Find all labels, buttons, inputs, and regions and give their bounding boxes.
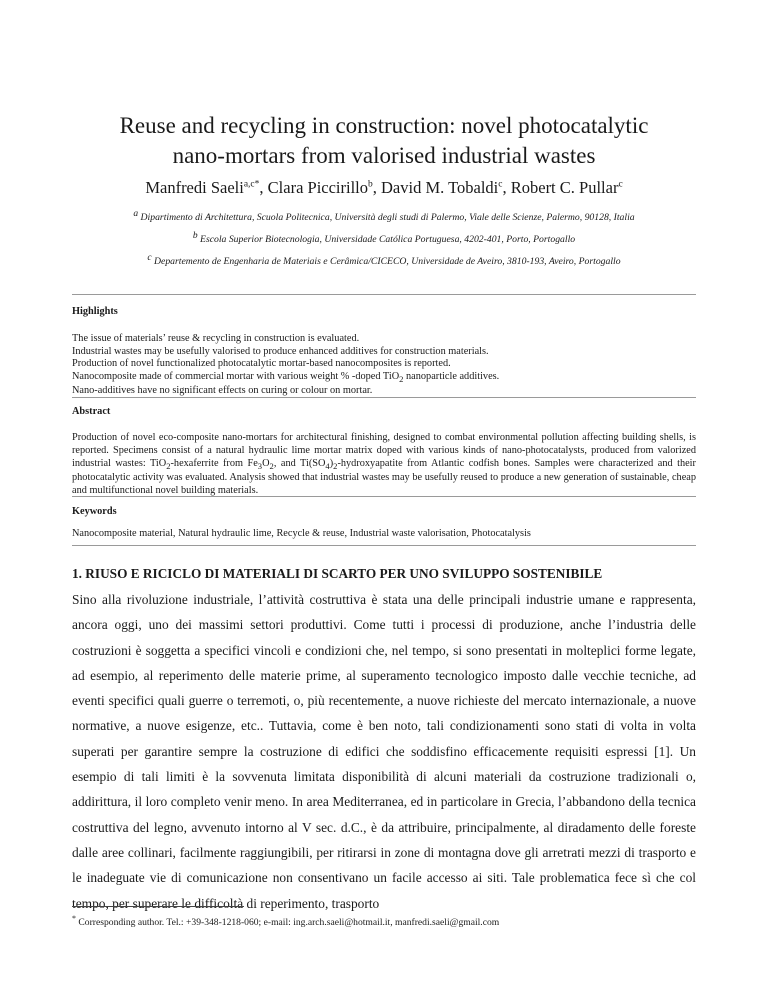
highlight-text: nanoparticle additives. <box>403 370 500 382</box>
title-line-2: nano-mortars from valorised industrial wastes <box>172 143 596 168</box>
footnote-mark: * <box>72 914 76 923</box>
abstract-text <box>72 432 696 498</box>
divider <box>72 545 696 546</box>
section-heading: 1. RIUSO E RICICLO DI MATERIALI DI SCARTO PER UNO SVILUPPO SOSTENIBILE <box>72 566 603 581</box>
subscript: 3 <box>257 460 263 471</box>
affiliation-c <box>40 252 728 268</box>
author-affiliation-mark: c <box>618 179 623 190</box>
abstract-run: ) <box>329 457 334 469</box>
author-affiliation-mark: c <box>498 179 503 190</box>
subscript: 2 <box>399 373 404 384</box>
divider <box>72 294 696 295</box>
highlight-item <box>72 371 696 386</box>
keywords-text: Nanocomposite material, Natural hydraulic lime, Recycle & reuse, Industrial waste valorisation, Photocatalysis <box>72 528 531 539</box>
author-affiliation-mark: b <box>368 179 373 190</box>
highlight-text: Nanocomposite made of commercial mortar with various weight % -doped TiO <box>72 370 400 382</box>
author-name: Robert C. Pullar <box>510 178 619 197</box>
author-affiliation-mark: a,c* <box>243 179 260 190</box>
affiliation-a <box>40 208 728 224</box>
subscript: 2 <box>333 460 338 471</box>
divider <box>72 397 696 398</box>
footnote <box>72 913 499 929</box>
author-separator: , <box>372 178 382 197</box>
title-line-1: Reuse and recycling in construction: novel photocatalytic <box>119 113 649 138</box>
divider <box>72 496 696 497</box>
highlight-item: The issue of materials’ reuse & recycling in construction is evaluated. <box>72 333 360 344</box>
subscript: 2 <box>166 460 171 471</box>
author-name: Manfredi Saeli <box>145 178 244 197</box>
highlight-item: Nano-additives have no significant effects on curing or colour on mortar. <box>72 385 373 397</box>
author-name: Clara Piccirillo <box>267 178 369 197</box>
affiliation-b <box>40 230 728 246</box>
affiliation-mark: b <box>192 230 198 241</box>
highlights-heading: Highlights <box>72 306 118 317</box>
author-list <box>60 177 708 199</box>
keywords-heading: Keywords <box>72 506 117 517</box>
affiliation-text: Departemento de Engenharia de Materiais e Cerâmica/CICECO, Universidade de Aveiro, 3810-193, Aveiro, Portogallo <box>154 256 621 267</box>
abstract-run: -hydroxyapatite from Atlantic codfish bones. Samples were characterized and their photocatalytic activity was evaluated. Analysis showed that industrial wastes may be usefully reused to produce a new generation of sustainable, cheap and multifunctional novel building materials. <box>72 457 696 497</box>
abstract-run: , and Ti(SO <box>273 457 326 469</box>
paper-title <box>60 111 708 171</box>
highlights-list <box>72 333 696 398</box>
author-name: David M. Tobaldi <box>381 178 499 197</box>
footnote-text: Corresponding author. Tel.: +39-348-1218-060; e-mail: ing.arch.saeli@hotmail.it, manfredi.saeli@gmail.com <box>76 917 500 929</box>
affiliation-text: Escola Superior Biotecnologia, Universidade Católica Portuguesa, 4202-401, Porto, Portogallo <box>200 234 576 245</box>
author-separator: , <box>259 178 268 197</box>
footnote-rule <box>72 906 244 907</box>
author-separator: , <box>502 178 511 197</box>
highlight-item: Production of novel functionalized photocatalytic mortar-based nanocomposites is reported. <box>72 358 451 369</box>
abstract-run: -hexaferrite from Fe <box>170 457 258 469</box>
highlight-item: Industrial wastes may be usefully valorised to produce enhanced additives for construction materials. <box>72 345 489 357</box>
affiliation-mark: c <box>147 252 152 263</box>
abstract-heading: Abstract <box>72 406 111 417</box>
subscript: 4 <box>325 460 330 471</box>
affiliation-mark: a <box>133 208 139 219</box>
subscript: 2 <box>269 460 274 471</box>
affiliation-text: Dipartimento di Architettura, Scuola Politecnica, Università degli studi di Palermo, Viale delle Scienze, Palermo, 90128, Italia <box>140 212 635 223</box>
body-paragraph: Sino alla rivoluzione industriale, l’attività costruttiva è stata una delle principali industrie umane e rappresenta, ancora oggi, uno dei massimi settori produttivi. Come tutti i processi di produzione, anche l’industria delle costruzioni è soggetta a specifici vincoli e condizioni che, nel tempo, si sono presentati in molteplici forme legate, ad esempio, al reperimento delle materie prime, al superamento tecnologico imposto dalle vecchie tecniche, ad eventi specifici quali guerre o terremoti, o, più recentemente, a nuove richieste del mercato internazionale, a nuove normative, a nuove esigenze, etc.. Tuttavia, come è ben noto, tali condizionamenti sono stati di volta in volta superati per garantire sempre la costruzione di edifici che soddisfino efficacemente requisiti espressi [1]. Un esempio di tali limiti è la sovvenuta limitata disponibilità di alcuni materiali da costruzione tradizionali o, addirittura, il loro completo venir meno. In area Mediterranea, ed in particolare in Grecia, l’abbandono della tecnica costruttiva del legno, avvenuto intorno al V sec. d.C., è da attribuire, principalmente, al diradamento delle foreste dalle aree collinari, facilmente raggiungibili, per ritirarsi in zone di montagna dove gli arretrati mezzi di trasporto e le inadeguate vie di comunicazione non consentivano un facile accesso ai siti. Tale problematica fece sì che col tempo, per superare le difficoltà di reperimento, trasporto <box>72 592 696 911</box>
abstract-run: O <box>262 457 270 469</box>
abstract-run: Production of novel eco-composite nano-mortars for architectural finishing, designed to combat environmental pollution affecting building shells, is reported. Specimens consist of a natural hydraulic lime mortar matrix doped with various kinds of nano-photocatalysts, produced from valorized industrial wastes: TiO <box>72 432 696 469</box>
